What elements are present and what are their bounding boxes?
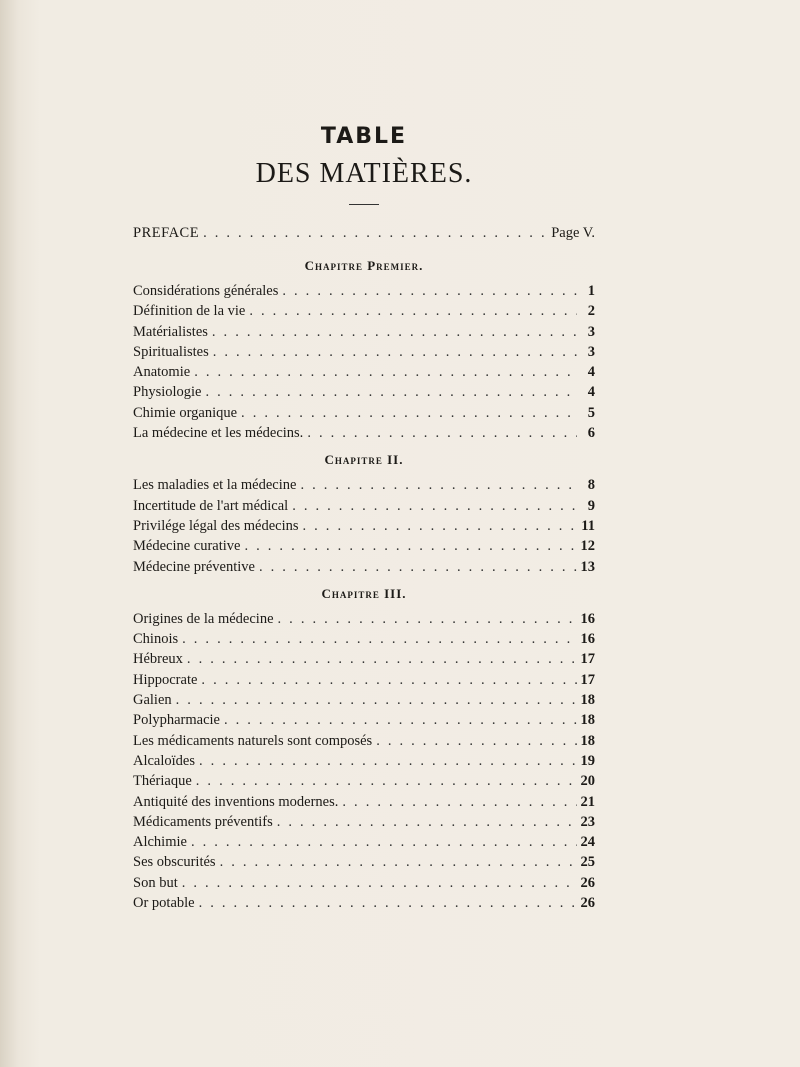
entry-label: Son but — [133, 874, 178, 891]
toc-entry — [133, 609, 595, 629]
toc-entry — [133, 751, 595, 771]
toc-entry — [133, 423, 595, 443]
entry-page: 9 — [587, 497, 595, 514]
toc-entry — [133, 812, 595, 832]
leader-dots — [249, 301, 577, 321]
leader-dots — [194, 362, 577, 382]
entry-page: 17 — [580, 671, 595, 688]
entry-label: Médecine curative — [133, 538, 241, 555]
toc-entry — [133, 710, 595, 730]
entry-label: Incertitude de l'art médical — [133, 497, 289, 514]
entry-label: Origines de la médecine — [133, 610, 274, 627]
entry-label: Antiquité des inventions modernes. — [133, 793, 339, 810]
toc-entry — [133, 362, 595, 382]
entry-label: Privilége légal des médecins — [133, 517, 299, 534]
entry-page: 18 — [580, 732, 595, 749]
entry-page: 19 — [580, 752, 595, 769]
toc-entry — [133, 301, 595, 321]
leader-dots — [199, 751, 576, 771]
entry-page: 12 — [580, 538, 595, 555]
entry-page: 2 — [587, 303, 595, 320]
toc-subtitle: DES MATIÈRES. — [255, 158, 473, 189]
toc-entry — [133, 475, 595, 495]
entry-label: Les maladies et la médecine — [133, 477, 297, 494]
toc-entry — [133, 536, 595, 556]
leader-dots — [376, 731, 576, 751]
entry-page: 3 — [587, 343, 595, 360]
leader-dots — [282, 281, 577, 301]
entry-page: 1 — [587, 283, 595, 299]
chapter-heading: Chapitre III. — [321, 585, 407, 601]
entry-page: 13 — [580, 558, 595, 575]
leader-dots — [201, 670, 576, 690]
leader-dots — [278, 609, 577, 629]
entry-page: 17 — [580, 651, 595, 668]
entry-page: 24 — [580, 834, 595, 851]
toc-entry — [133, 690, 595, 710]
entry-label: Hippocrate — [133, 671, 198, 688]
preface-entry — [133, 221, 595, 245]
toc-entry — [133, 852, 595, 872]
leader-dots — [213, 342, 577, 362]
toc-entry — [133, 516, 595, 536]
leader-dots — [182, 629, 576, 649]
leader-dots — [205, 382, 577, 402]
toc-entry — [133, 629, 595, 649]
entry-page: 20 — [580, 773, 595, 790]
entry-page: 18 — [580, 692, 595, 709]
entry-label: Hébreux — [133, 651, 183, 668]
title-divider — [349, 204, 379, 205]
entry-label: Or potable — [133, 895, 195, 912]
table-of-contents — [133, 122, 595, 913]
leader-dots — [342, 792, 576, 812]
entry-page: 23 — [580, 813, 595, 830]
entry-label: Les médicaments naturels sont composés — [133, 732, 373, 749]
entry-page: 18 — [580, 712, 595, 729]
toc-entry — [133, 832, 595, 852]
entry-label: Médicaments préventifs — [133, 813, 273, 830]
leader-dots — [203, 221, 547, 245]
entry-page: 21 — [580, 793, 595, 810]
entry-page: 16 — [580, 631, 595, 648]
toc-entry — [133, 557, 595, 577]
leader-dots — [307, 423, 577, 443]
entry-label: Définition de la vie — [133, 303, 246, 320]
chapter-heading: Chapitre Premier. — [304, 258, 424, 273]
leader-dots — [182, 873, 577, 893]
toc-entry — [133, 382, 595, 402]
entry-label: Ses obscurités — [133, 854, 216, 871]
leader-dots — [199, 893, 577, 913]
leader-dots — [176, 690, 577, 710]
leader-dots — [259, 557, 577, 577]
toc-entry — [133, 893, 595, 913]
leader-dots — [244, 536, 576, 556]
entry-label: Chimie organique — [133, 404, 238, 421]
entry-label: Médecine préventive — [133, 558, 255, 575]
entry-page: 4 — [587, 364, 595, 381]
entry-label: Matérialistes — [133, 323, 208, 340]
toc-entry — [133, 496, 595, 516]
entry-label: Chinois — [133, 631, 179, 648]
entry-label: PREFACE — [133, 225, 200, 241]
leader-dots — [292, 496, 577, 516]
leader-dots — [191, 832, 577, 852]
leader-dots — [277, 812, 577, 832]
entry-label: Anatomie — [133, 364, 191, 381]
entry-page: 11 — [581, 517, 595, 534]
toc-entry — [133, 403, 595, 423]
leader-dots — [212, 322, 577, 342]
leader-dots — [303, 516, 578, 536]
entry-page: 26 — [580, 895, 595, 912]
toc-entry — [133, 873, 595, 893]
entry-label: Spiritualistes — [133, 343, 209, 360]
toc-entry — [133, 342, 595, 362]
chapter-heading: Chapitre II. — [324, 452, 404, 468]
entry-page: 4 — [587, 384, 595, 401]
toc-entry — [133, 670, 595, 690]
entry-label: La médecine et les médecins. — [133, 425, 304, 442]
entry-label: Alchimie — [133, 834, 187, 851]
entry-page: 6 — [587, 425, 595, 442]
entry-page: Page V. — [551, 225, 595, 241]
toc-entry — [133, 731, 595, 751]
entry-page: 3 — [587, 323, 595, 340]
entry-label: Considérations générales — [133, 283, 279, 299]
leader-dots — [241, 403, 577, 423]
chapters — [133, 253, 595, 913]
leader-dots — [220, 852, 577, 872]
entry-label: Alcaloïdes — [133, 752, 196, 769]
entry-label: Physiologie — [133, 384, 202, 401]
toc-entry — [133, 281, 595, 301]
entry-page: 25 — [580, 854, 595, 871]
toc-entry — [133, 792, 595, 812]
toc-entry — [133, 649, 595, 669]
leader-dots — [196, 771, 577, 791]
entry-label: Galien — [133, 692, 172, 709]
toc-entry — [133, 322, 595, 342]
leader-dots — [224, 710, 577, 730]
toc-title: TABLE — [320, 124, 408, 149]
entry-page: 26 — [580, 874, 595, 891]
leader-dots — [187, 649, 577, 669]
entry-page: 8 — [587, 477, 595, 494]
entry-page: 16 — [580, 610, 595, 627]
entry-label: Polypharmacie — [133, 712, 220, 729]
leader-dots — [300, 475, 577, 495]
entry-label: Thériaque — [133, 773, 192, 790]
toc-entry — [133, 771, 595, 791]
entry-page: 5 — [587, 404, 595, 421]
